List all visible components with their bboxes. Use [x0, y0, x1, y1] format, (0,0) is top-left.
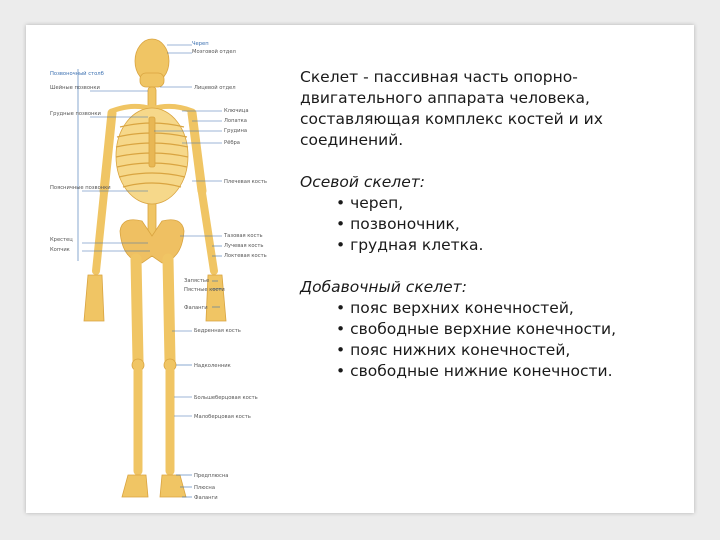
- label-femur: Бедренная кость: [194, 328, 241, 334]
- label-ulna: Локтевая кость: [224, 253, 267, 259]
- label-metatarsals: Плюсна: [194, 485, 216, 491]
- label-face: Лицевой отдел: [194, 85, 236, 91]
- label-carpals: Запястье: [184, 278, 210, 284]
- label-lumbar: Поясничные позвонки: [50, 185, 111, 191]
- label-pelvis: Тазовая кость: [224, 233, 263, 239]
- label-sacrum: Крестец: [50, 237, 73, 243]
- axial-list: [300, 193, 685, 256]
- label-thoracic: Грудные позвонки: [50, 111, 101, 117]
- femur: [136, 259, 138, 361]
- label-phalanges: Фаланги: [184, 305, 208, 311]
- list-item: • пояс нижних конечностей,: [336, 340, 685, 361]
- list-item: • позвоночник,: [336, 214, 685, 235]
- slide: [26, 25, 694, 513]
- label-clavicle: Ключица: [224, 108, 249, 114]
- label-tarsals: Предплюсна: [194, 473, 229, 479]
- axial-heading: Осевой скелет:: [300, 173, 425, 191]
- skeleton-figure: [42, 31, 288, 505]
- list-item: • свободные верхние конечности,: [336, 319, 685, 340]
- label-spine: Позвоночный столб: [50, 71, 104, 77]
- sternum: [149, 117, 155, 167]
- label-foot-phalanges: Фаланги: [194, 495, 218, 501]
- label-metacarpals: Пястные кости: [184, 287, 225, 293]
- label-coccyx: Копчик: [50, 247, 70, 253]
- label-humerus: Плечевая кость: [224, 179, 267, 185]
- label-skull: Череп: [192, 41, 209, 47]
- humerus: [104, 113, 112, 191]
- list-item: • пояс верхних конечностей,: [336, 298, 685, 319]
- label-scapula: Лопатка: [224, 118, 247, 124]
- foot: [122, 475, 148, 497]
- label-patella: Надколенник: [194, 363, 231, 369]
- appendicular-list: [300, 298, 685, 382]
- jaw: [140, 73, 164, 87]
- list-item: • свободные нижние конечности.: [336, 361, 685, 382]
- label-cranium: Мозговой отдел: [192, 49, 236, 55]
- label-radius: Лучевая кость: [224, 243, 264, 249]
- label-ribs: Рёбра: [224, 140, 240, 146]
- list-item: • грудная клетка.: [336, 235, 685, 256]
- label-sternum: Грудина: [224, 128, 248, 134]
- skeleton-illustration: [42, 31, 288, 505]
- forearm: [96, 193, 104, 271]
- hand: [84, 275, 104, 321]
- label-tibia: Большеберцовая кость: [194, 395, 258, 401]
- label-fibula: Малоберцовая кость: [194, 414, 251, 420]
- slide-text: [300, 67, 685, 382]
- list-item: • череп,: [336, 193, 685, 214]
- intro-paragraph: Скелет - пассивная часть опорно- двигательного аппарата человека, составляющая комплекс костей и их соединений.: [300, 68, 603, 149]
- label-cervical: Шейные позвонки: [50, 85, 100, 91]
- appendicular-heading: Добавочный скелет:: [300, 278, 467, 296]
